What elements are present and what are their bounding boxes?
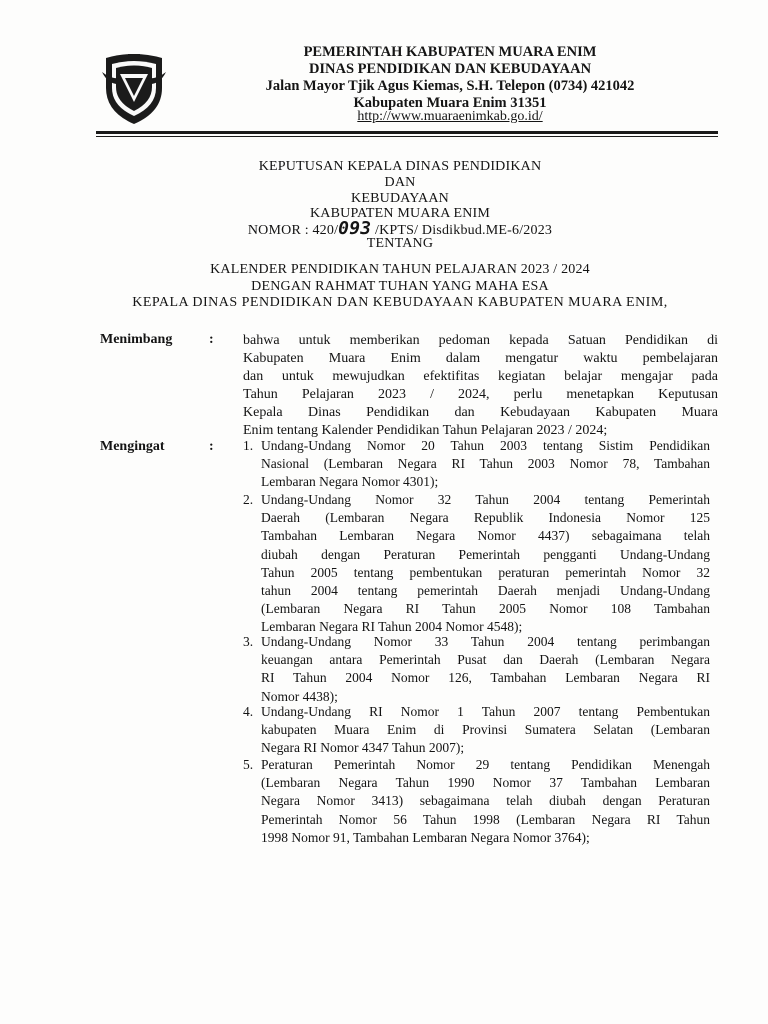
letterhead-address: Jalan Mayor Tjik Agus Kiemas, S.H. Telepon (0734) 421042 <box>265 78 635 94</box>
list-item <box>261 633 710 706</box>
letterhead-city: Kabupaten Muara Enim 31351 <box>353 95 547 111</box>
paragraph-line: Kabupaten Muara Enim dalam mengatur waktu pembelajaran <box>243 351 718 366</box>
list-item-line: Nomor 4438); <box>261 688 338 704</box>
paragraph-line: Kepala Dinas Pendidikan dan Kebudayaan Kabupaten Muara <box>243 405 718 420</box>
letterhead-thick-rule <box>96 131 718 134</box>
list-item-line: Pemerintah Nomor 56 Tahun 1998 (Lembaran Negara RI Tahun <box>261 811 710 827</box>
menimbang-colon: : <box>209 332 214 347</box>
list-item-number: 4. <box>243 704 254 719</box>
list-item-line: Undang-Undang Nomor 32 Tahun 2004 tentang Pemerintah <box>261 492 710 507</box>
list-item-number: 3. <box>243 634 254 649</box>
list-item-line: Undang-Undang Nomor 20 Tahun 2003 tentang Sistim Pendidikan <box>261 438 710 453</box>
list-item-line: kabupaten Muara Enim di Provinsi Sumatera Selatan (Lembaran <box>261 722 710 738</box>
decree-number-prefix: NOMOR : 420/ <box>247 223 339 238</box>
list-item <box>261 756 710 847</box>
decree-about-label: TENTANG <box>366 236 434 251</box>
list-item-line: (Lembaran Negara RI Tahun 2005 Nomor 108 Tambahan <box>261 601 710 617</box>
mengingat-label: Mengingat <box>100 439 165 454</box>
mengingat-colon: : <box>209 439 214 454</box>
handwritten-decree-number: 093 <box>338 218 372 239</box>
decree-title-line: DAN <box>384 175 416 190</box>
paragraph-line: Tahun Pelajaran 2023 / 2024, perlu menetapkan Keputusan <box>243 387 718 402</box>
list-item <box>261 491 710 637</box>
list-item-line: Negara RI Nomor 4347 Tahun 2007); <box>261 740 465 756</box>
decree-invocation: DENGAN RAHMAT TUHAN YANG MAHA ESA <box>251 279 549 294</box>
paragraph-line: dan untuk mewujudkan efektifitas kegiatan belajar mengajar pada <box>243 369 718 384</box>
list-item <box>261 437 710 492</box>
decree-number-suffix: /KPTS/ Disdikbud.ME-6/2023 <box>371 223 553 238</box>
menimbang-label: Menimbang <box>100 332 173 347</box>
list-item-line: Daerah (Lembaran Negara Republik Indonesia Nomor 125 <box>261 510 710 526</box>
decree-title-line: KEBUDAYAAN <box>351 191 449 206</box>
list-item-number: 2. <box>243 492 254 507</box>
list-item-line: tahun 2004 tentang pemerintah Daerah menjadi Undang-Undang <box>261 583 710 599</box>
regency-emblem-logo <box>98 50 170 126</box>
list-item-line: Tambahan Lembaran Negara Nomor 4437) sebagaimana telah <box>261 528 710 544</box>
list-item-line: 1998 Nomor 91, Tambahan Lembaran Negara Nomor 3764); <box>261 829 590 845</box>
list-item-number: 5. <box>243 757 254 772</box>
list-item-line: Undang-Undang RI Nomor 1 Tahun 2007 tentang Pembentukan <box>261 704 710 719</box>
list-item-line: keuangan antara Pemerintah Pusat dan Daerah (Lembaran Negara <box>261 652 710 668</box>
letterhead-thin-rule <box>96 136 718 137</box>
letterhead-website-link[interactable]: http://www.muaraenimkab.go.id/ <box>357 109 543 124</box>
paragraph-line: bahwa untuk memberikan pedoman kepada Satuan Pendidikan di <box>243 333 718 348</box>
list-item-line: RI Tahun 2004 Nomor 126, Tambahan Lembaran Negara RI <box>261 670 710 686</box>
paragraph-line: Enim tentang Kalender Pendidikan Tahun Pelajaran 2023 / 2024; <box>243 423 608 438</box>
letterhead-government-name: PEMERINTAH KABUPATEN MUARA ENIM <box>303 44 597 60</box>
decree-issuer: KEPALA DINAS PENDIDIKAN DAN KEBUDAYAAN KABUPATEN MUARA ENIM, <box>132 295 668 310</box>
list-item-line: diubah dengan Peraturan Pemerintah pengganti Undang-Undang <box>261 546 710 562</box>
decree-subject: KALENDER PENDIDIKAN TAHUN PELAJARAN 2023 / 2024 <box>210 262 590 277</box>
list-item-line: Lembaran Negara Nomor 4301); <box>261 474 439 490</box>
list-item-line: Nasional (Lembaran Negara RI Tahun 2003 Nomor 78, Tambahan <box>261 456 710 472</box>
list-item <box>261 703 710 758</box>
list-item-line: Undang-Undang Nomor 33 Tahun 2004 tentang perimbangan <box>261 634 710 649</box>
list-item-line: Peraturan Pemerintah Nomor 29 tentang Pendidikan Menengah <box>261 757 710 772</box>
list-item-line: (Lembaran Negara Tahun 1990 Nomor 37 Tambahan Lembaran <box>261 775 710 791</box>
list-item-line: Lembaran Negara RI Tahun 2004 Nomor 4548); <box>261 619 523 635</box>
list-item-line: Tahun 2005 tentang pembentukan peraturan pemerintah Nomor 32 <box>261 564 710 580</box>
list-item-number: 1. <box>243 438 254 453</box>
decree-title-line: KEPUTUSAN KEPALA DINAS PENDIDIKAN <box>258 159 542 174</box>
list-item-line: Negara Nomor 3413) sebagaimana telah diubah dengan Peraturan <box>261 793 710 809</box>
letterhead-department-name: DINAS PENDIDIKAN DAN KEBUDAYAAN <box>308 61 592 77</box>
decree-title-line: KABUPATEN MUARA ENIM <box>309 206 491 221</box>
menimbang-paragraph <box>243 332 718 440</box>
